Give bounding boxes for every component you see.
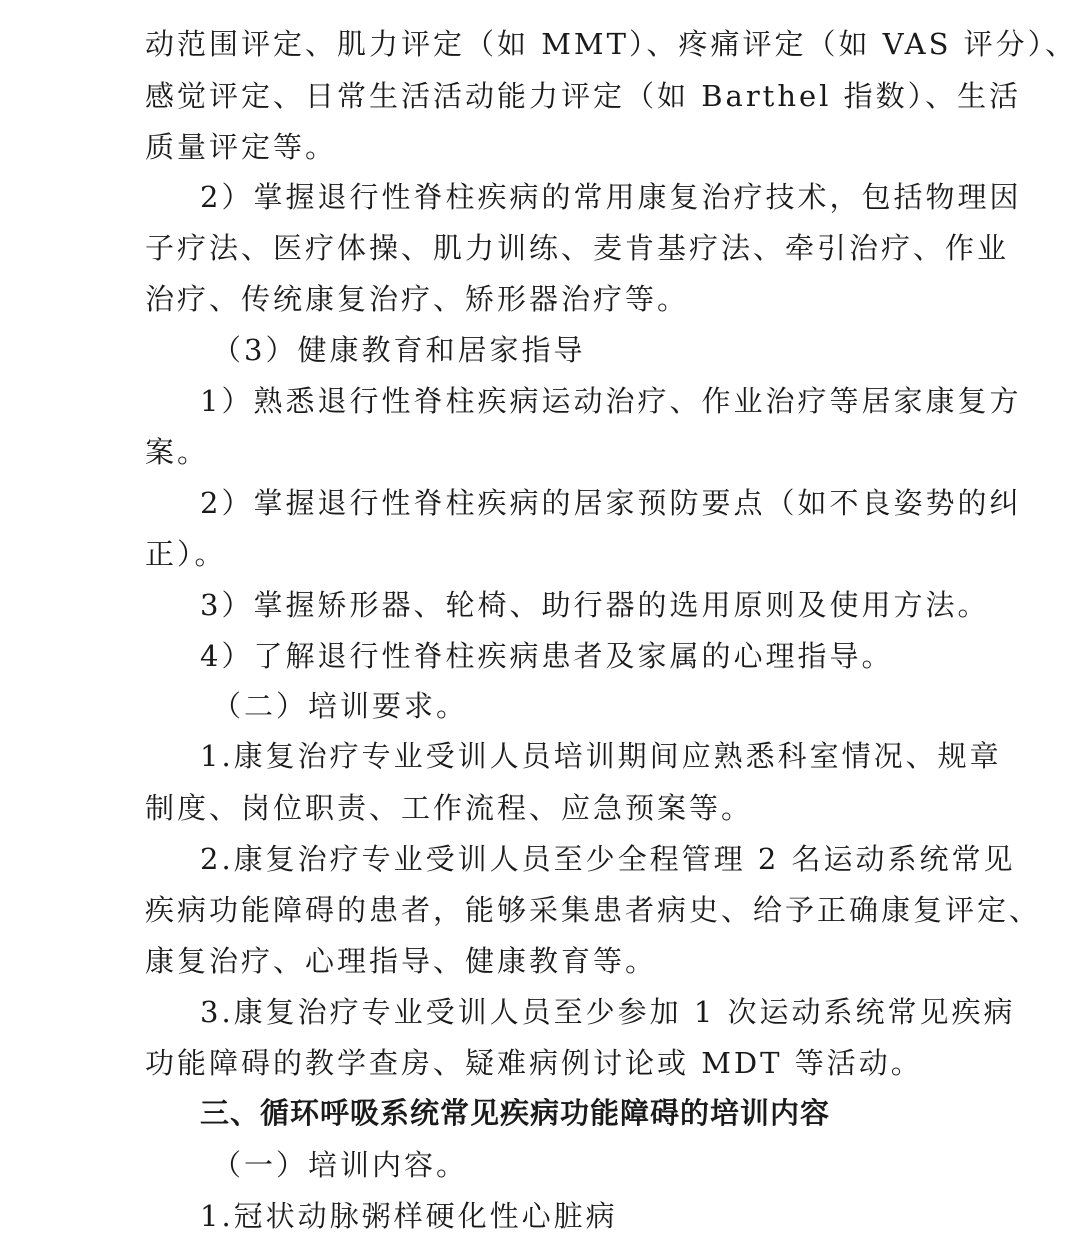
text-line: 质量评定等。 xyxy=(145,130,338,164)
text-line: 正）。 xyxy=(145,537,227,571)
subsection-title: （3）健康教育和居家指导 xyxy=(212,333,586,367)
text-line: 功能障碍的教学查房、疑难病例讨论或 MDT 等活动。 xyxy=(145,1046,923,1080)
text-line: 动范围评定、肌力评定（如 MMT）、疼痛评定（如 VAS 评分）、 xyxy=(145,27,1078,61)
text-line: 3）掌握矫形器、轮椅、助行器的选用原则及使用方法。 xyxy=(200,588,990,622)
text-line: 2）掌握退行性脊柱疾病的常用康复治疗技术，包括物理因 xyxy=(200,180,1022,214)
text-line: 1.康复治疗专业受训人员培训期间应熟悉科室情况、规章 xyxy=(200,739,1002,773)
text-line: 4）了解退行性脊柱疾病患者及家属的心理指导。 xyxy=(200,639,894,673)
subsection-title: （一）培训内容。 xyxy=(212,1148,469,1182)
section-heading: 三、循环呼吸系统常见疾病功能障碍的培训内容 xyxy=(200,1096,831,1130)
text-line: 1.冠状动脉粥样硬化性心脏病 xyxy=(200,1199,618,1233)
text-line: 2）掌握退行性脊柱疾病的居家预防要点（如不良姿势的纠 xyxy=(200,486,1022,520)
text-line: 3.康复治疗专业受训人员至少参加 1 次运动系统常见疾病 xyxy=(200,995,1016,1029)
text-line: 2.康复治疗专业受训人员至少全程管理 2 名运动系统常见 xyxy=(200,842,1016,876)
text-line: 感觉评定、日常生活活动能力评定（如 Barthel 指数）、生活 xyxy=(145,79,1022,113)
text-line: 疾病功能障碍的患者，能够采集患者病史、给予正确康复评定、 xyxy=(145,893,1042,927)
text-line: 治疗、传统康复治疗、矫形器治疗等。 xyxy=(145,282,690,316)
text-line: 1）熟悉退行性脊柱疾病运动治疗、作业治疗等居家康复方 xyxy=(200,384,1022,418)
text-line: 案。 xyxy=(145,435,210,469)
text-line: 康复治疗、心理指导、健康教育等。 xyxy=(145,944,658,978)
text-line: 子疗法、医疗体操、肌力训练、麦肯基疗法、牵引治疗、作业 xyxy=(145,231,1010,265)
subsection-title: （二）培训要求。 xyxy=(212,689,469,723)
text-line: 制度、岗位职责、工作流程、应急预案等。 xyxy=(145,791,754,825)
